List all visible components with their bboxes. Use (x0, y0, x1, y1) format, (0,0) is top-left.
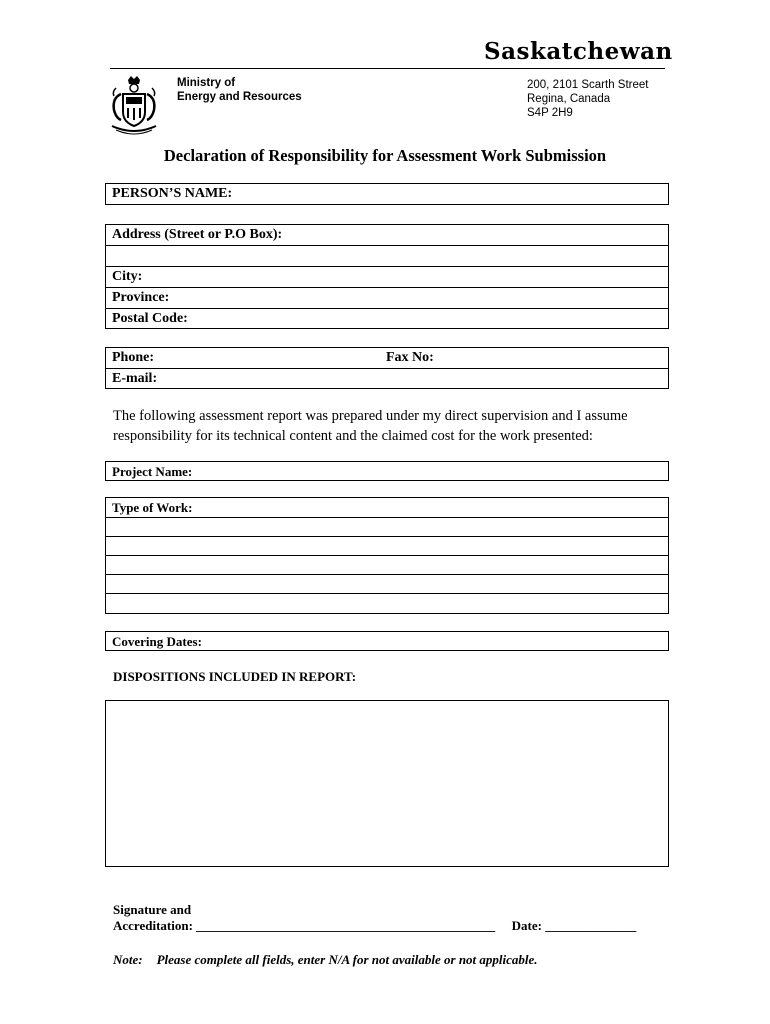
accreditation-label: Accreditation: ______________________________________________ (113, 918, 496, 933)
persons-name-label: PERSON’S NAME: (112, 186, 233, 201)
type-of-work-line[interactable] (106, 594, 668, 614)
email-row[interactable] (106, 369, 668, 389)
postal-code-label: Postal Code: (112, 311, 188, 326)
header-rule (110, 68, 665, 69)
signature-label-line1: Signature and (113, 902, 192, 917)
note-label: Note: (113, 952, 143, 967)
address-label: Address (Street or P.O Box): (112, 227, 283, 242)
date-field[interactable]: Date: ______________ (511, 918, 637, 933)
address-block (105, 224, 669, 329)
coat-of-arms-icon (108, 74, 160, 138)
ministry-line-2: Energy and Resources (177, 91, 302, 103)
responsibility-statement: The following assessment report was prepared under my direct supervision and I assume responsibility for its technical content and the claimed cost for the work presented: (113, 408, 628, 444)
dispositions-label: DISPOSITIONS INCLUDED IN REPORT: (113, 669, 357, 684)
signature-accreditation-line[interactable] (113, 918, 636, 934)
signature-block (113, 902, 636, 934)
city-row[interactable] (106, 267, 668, 288)
project-name-label: Project Name: (112, 464, 193, 479)
project-name-field[interactable] (105, 461, 669, 481)
address-line-1: 200, 2101 Scarth Street (527, 79, 649, 91)
address-continuation-row[interactable] (106, 246, 668, 267)
type-of-work-label: Type of Work: (112, 500, 193, 515)
type-of-work-block (105, 497, 669, 614)
note (113, 952, 538, 968)
ministry-line-1: Ministry of (177, 77, 236, 89)
email-label: E-mail: (112, 371, 158, 386)
contact-block (105, 347, 669, 389)
address-line-2: Regina, Canada (527, 93, 611, 105)
type-of-work-line[interactable] (106, 518, 668, 537)
fax-label: Fax No: (386, 350, 434, 365)
ministry-name (177, 76, 302, 104)
type-of-work-line[interactable] (106, 575, 668, 594)
covering-dates-label: Covering Dates: (112, 634, 202, 649)
city-label: City: (112, 269, 143, 284)
type-of-work-line[interactable] (106, 556, 668, 575)
address-row[interactable] (106, 225, 668, 246)
form-title: Declaration of Responsibility for Assessment Work Submission (163, 146, 607, 165)
phone-label: Phone: (112, 350, 154, 365)
phone-fax-row[interactable] (106, 348, 668, 369)
province-label: Province: (112, 290, 170, 305)
ministry-address (527, 78, 648, 120)
type-of-work-row[interactable] (106, 498, 668, 518)
province-row[interactable] (106, 288, 668, 309)
type-of-work-line[interactable] (106, 537, 668, 556)
dispositions-textarea[interactable] (105, 700, 669, 867)
persons-name-field[interactable] (105, 183, 669, 205)
covering-dates-field[interactable] (105, 631, 669, 651)
province-brand: Saskatchewan (484, 38, 673, 65)
postal-code-row[interactable] (106, 309, 668, 329)
address-line-3: S4P 2H9 (527, 107, 573, 119)
note-text: Please complete all fields, enter N/A for not available or not applicable. (156, 952, 538, 967)
